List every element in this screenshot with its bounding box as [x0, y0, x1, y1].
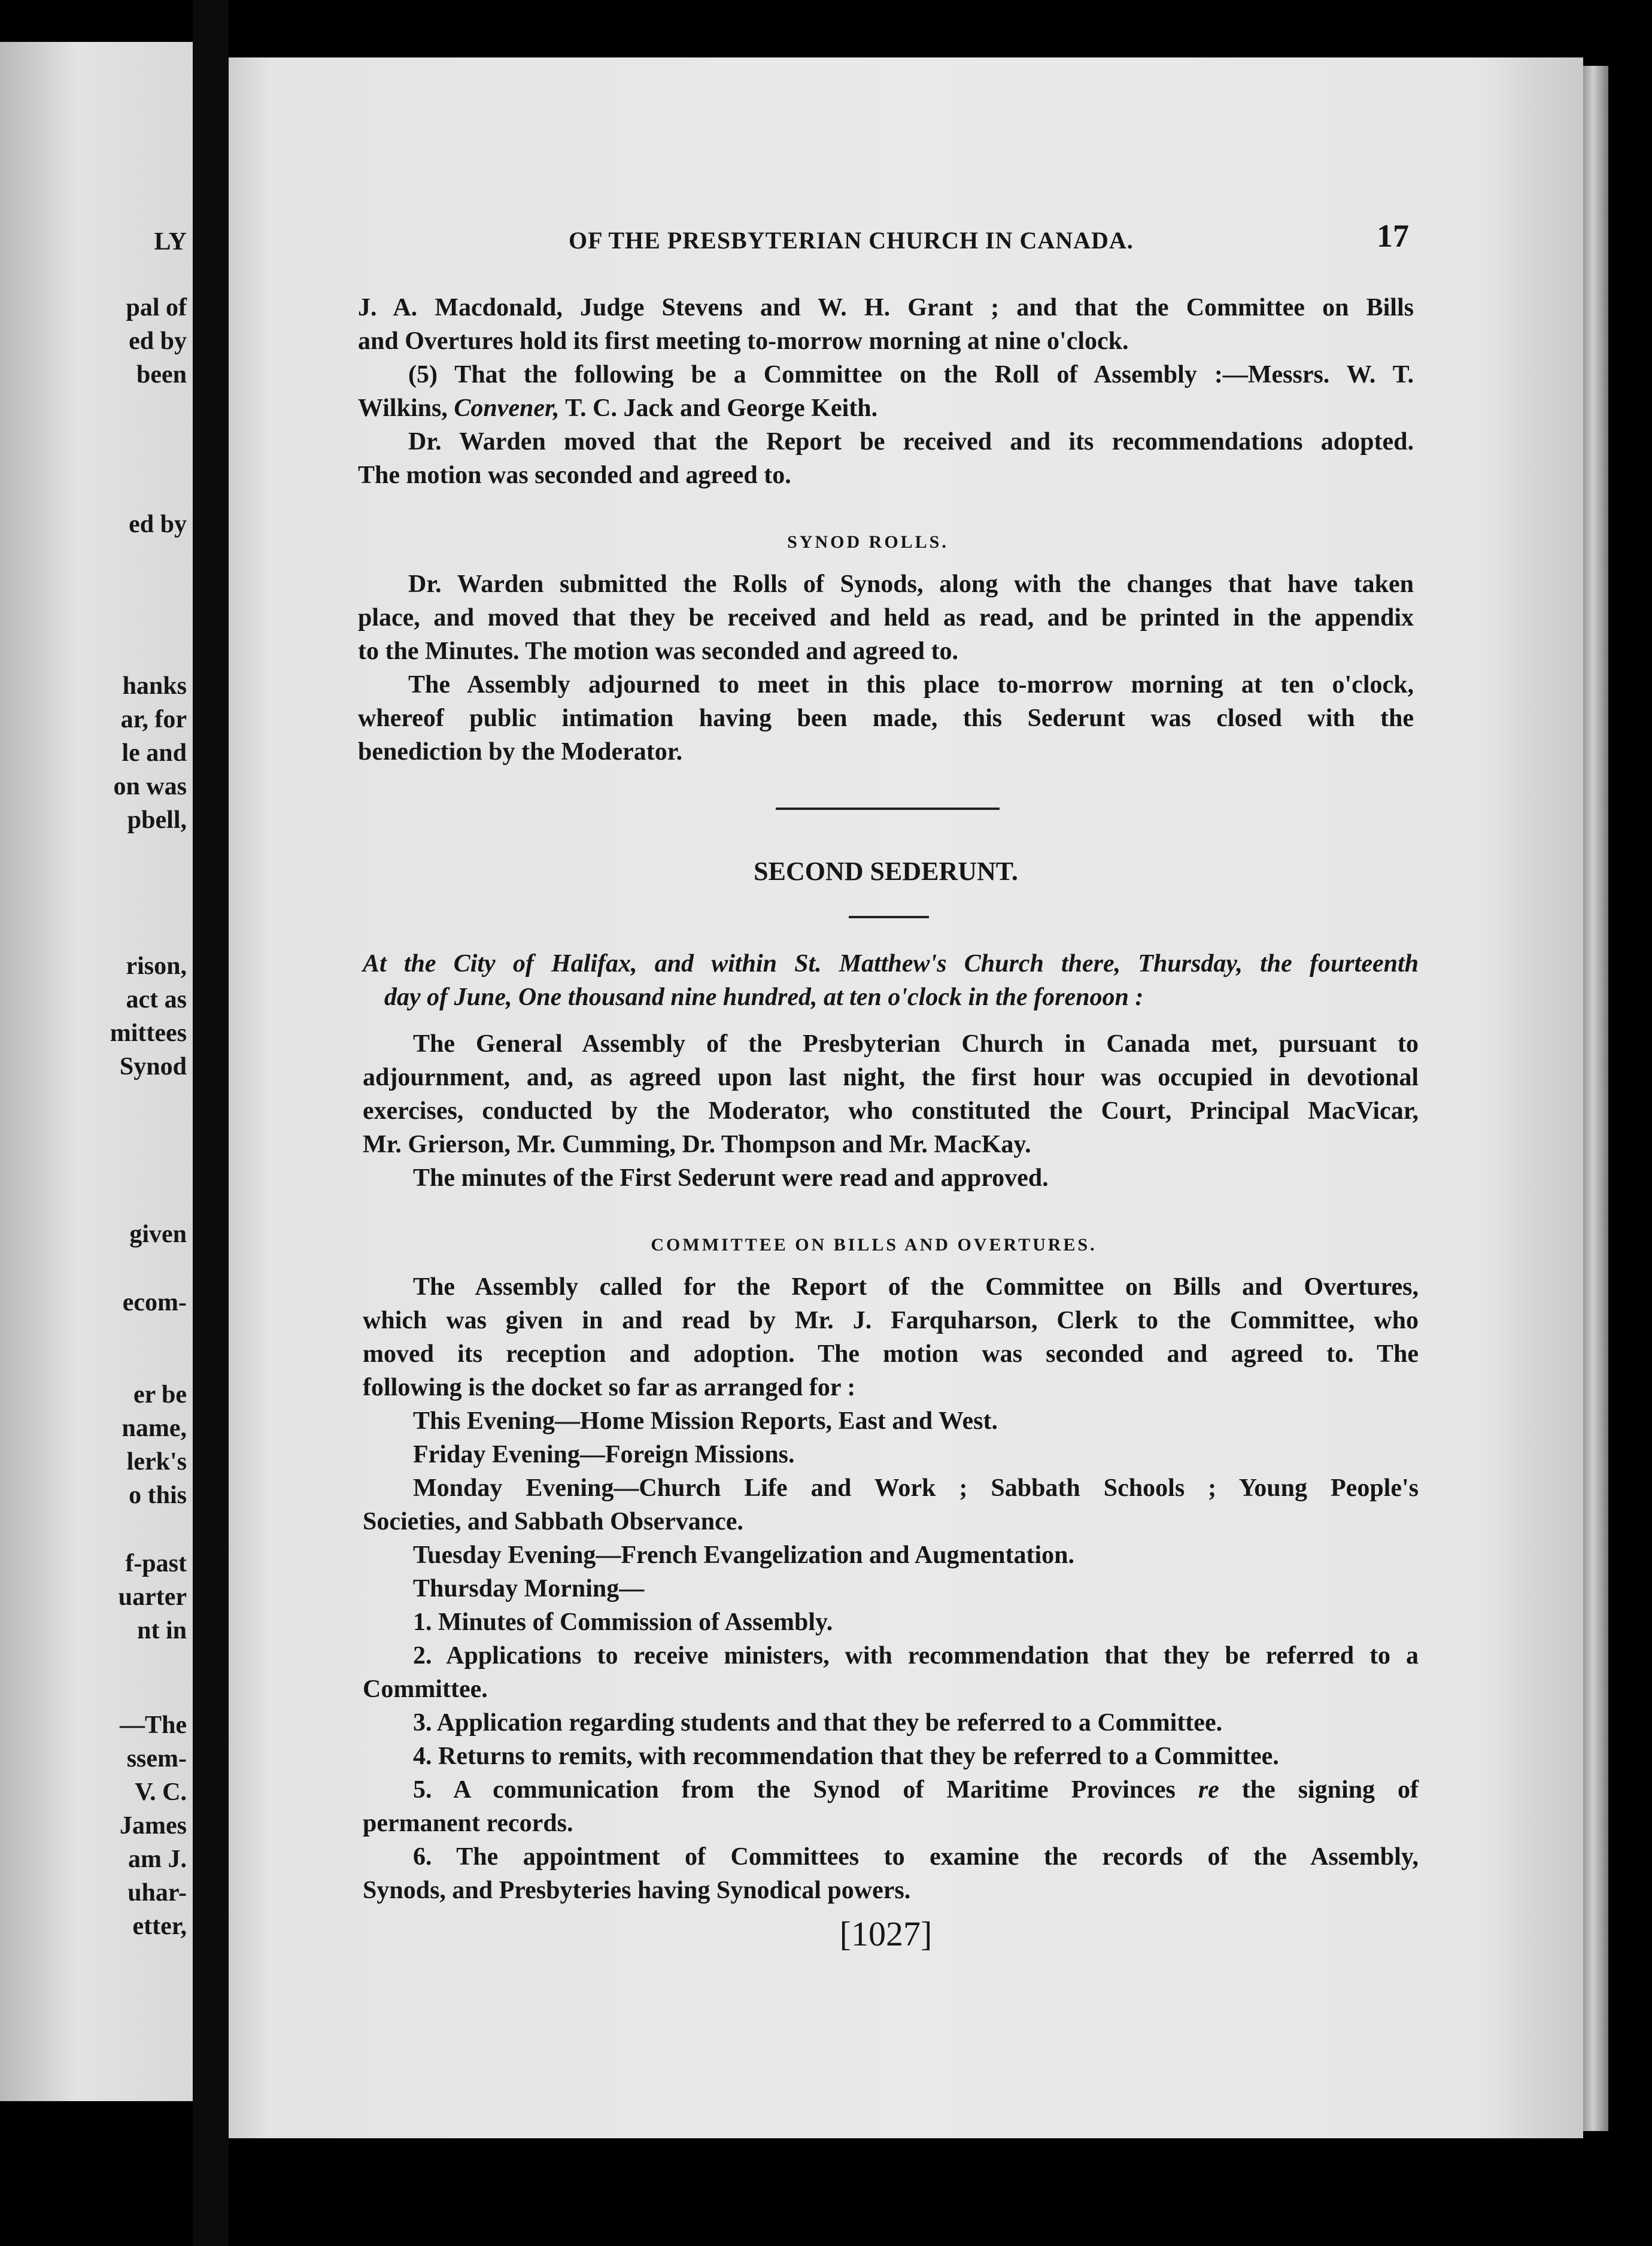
text-line: exercises, conducted by the Moderator, who constituted the Court, Principal MacVicar,	[363, 1097, 1419, 1125]
text-line: Mr. Grierson, Mr. Cumming, Dr. Thompson and Mr. MacKay.	[363, 1131, 1031, 1158]
text-line: and Overtures hold its first meeting to-morrow morning at nine o'clock.	[358, 327, 1129, 355]
docket-item: Monday Evening—Church Life and Work ; Sabbath Schools ; Young People's	[413, 1474, 1419, 1502]
left-fragment: ed by	[129, 327, 187, 355]
left-fragment: le and	[122, 739, 187, 767]
text-line: The Assembly called for the Report of the Committee on Bills and Overtures,	[413, 1273, 1419, 1301]
numbered-item: 3. Application regarding students and that they be referred to a Committee.	[413, 1709, 1223, 1737]
numbered-item: 6. The appointment of Committees to examine the records of the Assembly,	[413, 1843, 1419, 1871]
left-fragment: ar, for	[120, 706, 187, 733]
section-divider	[776, 808, 1000, 810]
left-fragment: ssem-	[126, 1745, 187, 1772]
left-fragment: rison,	[126, 952, 187, 980]
left-fragment: act as	[126, 986, 187, 1013]
left-fragment: ed by	[129, 511, 187, 538]
text-fragment: 5. A communication from the Synod of Maritime Provinces	[413, 1776, 1176, 1804]
text-fragment: the signing of	[1241, 1776, 1419, 1804]
left-fragment: uhar-	[127, 1879, 187, 1907]
text-line: (5) That the following be a Committee on the Roll of Assembly :—Messrs. W. T.	[408, 361, 1414, 389]
left-fragment: given	[129, 1221, 187, 1248]
text-line: J. A. Macdonald, Judge Stevens and W. H. Grant ; and that the Committee on Bills	[358, 294, 1414, 321]
section-heading: SECOND SEDERUNT.	[754, 857, 1018, 886]
numbered-item: Synods, and Presbyteries having Synodical powers.	[363, 1877, 911, 1904]
numbered-item	[413, 1774, 1419, 1805]
page-edge	[1583, 66, 1608, 2131]
left-fragment: uarter	[118, 1583, 187, 1611]
docket-item: Thursday Morning—	[413, 1575, 645, 1602]
left-fragment: o this	[129, 1482, 187, 1509]
docket-item: Friday Evening—Foreign Missions.	[413, 1441, 795, 1468]
italic-word: Convener,	[454, 394, 560, 422]
left-fragment: am J.	[128, 1846, 187, 1873]
left-fragment: lerk's	[126, 1448, 187, 1476]
text-fragment: Wilkins,	[358, 394, 448, 422]
left-fragment: LY	[154, 228, 187, 256]
previous-page-fragment	[0, 42, 193, 2101]
docket-item: This Evening—Home Mission Reports, East and West.	[413, 1407, 998, 1435]
left-fragment: nt in	[137, 1617, 187, 1644]
left-fragment: ecom-	[122, 1289, 187, 1316]
left-fragment: name,	[122, 1415, 187, 1442]
docket-item: Societies, and Sabbath Observance.	[363, 1508, 743, 1535]
left-fragment: mittees	[110, 1019, 187, 1047]
text-line: place, and moved that they be received and held as read, and be printed in the appendix	[358, 604, 1414, 632]
numbered-item: permanent records.	[363, 1810, 573, 1837]
text-line: to the Minutes. The motion was seconded and agreed to.	[358, 638, 958, 665]
left-fragment: —The	[119, 1711, 187, 1739]
text-fragment: T. C. Jack and George Keith.	[565, 394, 878, 422]
text-line: Dr. Warden moved that the Report be received and its recommendations adopted.	[408, 428, 1414, 456]
left-fragment: James	[120, 1812, 187, 1840]
book-binding-gap	[193, 0, 229, 2246]
text-line: The minutes of the First Sederunt were read and approved.	[413, 1164, 1049, 1192]
left-fragment: been	[136, 361, 187, 389]
text-line: which was given in and read by Mr. J. Farquharson, Clerk to the Committee, who	[363, 1307, 1419, 1334]
numbered-item: 2. Applications to receive ministers, with recommendation that they be referred to a	[413, 1642, 1419, 1670]
left-fragment: etter,	[132, 1913, 187, 1940]
left-fragment: Synod	[119, 1053, 187, 1080]
left-fragment: f-past	[125, 1550, 187, 1577]
text-line: The General Assembly of the Presbyterian Church in Canada met, pursuant to	[413, 1030, 1419, 1058]
italic-line: At the City of Halifax, and within St. Matthew's Church there, Thursday, the fourteenth	[363, 950, 1419, 978]
left-fragment: V. C.	[135, 1778, 187, 1806]
numbered-item: 1. Minutes of Commission of Assembly.	[413, 1608, 833, 1636]
left-fragment: pal of	[126, 294, 187, 321]
left-fragment: er be	[133, 1381, 187, 1409]
text-line: The Assembly adjourned to meet in this place to-morrow morning at ten o'clock,	[408, 671, 1414, 699]
left-fragment: pbell,	[127, 806, 187, 834]
docket-item: Tuesday Evening—French Evangelization and Augmentation.	[413, 1541, 1075, 1569]
text-line: benediction by the Moderator.	[358, 738, 683, 766]
section-heading: COMMITTEE ON BILLS AND OVERTURES.	[651, 1235, 1097, 1255]
text-line: following is the docket so far as arranged for :	[363, 1374, 856, 1401]
running-title: OF THE PRESBYTERIAN CHURCH IN CANADA.	[569, 227, 1134, 254]
left-fragment: on was	[113, 773, 187, 800]
text-line: whereof public intimation having been made, this Sederunt was closed with the	[358, 705, 1414, 732]
text-line: The motion was seconded and agreed to.	[358, 462, 791, 489]
left-fragment: hanks	[122, 672, 187, 700]
text-line	[358, 393, 877, 424]
section-heading: SYNOD ROLLS.	[787, 532, 949, 552]
page-number: 17	[1377, 218, 1409, 254]
numbered-item: Committee.	[363, 1676, 488, 1703]
text-line: Dr. Warden submitted the Rolls of Synods, along with the changes that have taken	[408, 570, 1414, 598]
italic-word: re	[1198, 1776, 1219, 1804]
page-signature: [1027]	[839, 1914, 933, 1953]
text-line: adjournment, and, as agreed upon last night, the first hour was occupied in devotional	[363, 1064, 1419, 1091]
numbered-item: 4. Returns to remits, with recommendation that they be referred to a Committee.	[413, 1743, 1279, 1770]
heading-underline	[849, 916, 929, 918]
text-line: moved its reception and adoption. The motion was seconded and agreed to. The	[363, 1340, 1419, 1368]
italic-line: day of June, One thousand nine hundred, at ten o'clock in the forenoon :	[384, 984, 1144, 1011]
